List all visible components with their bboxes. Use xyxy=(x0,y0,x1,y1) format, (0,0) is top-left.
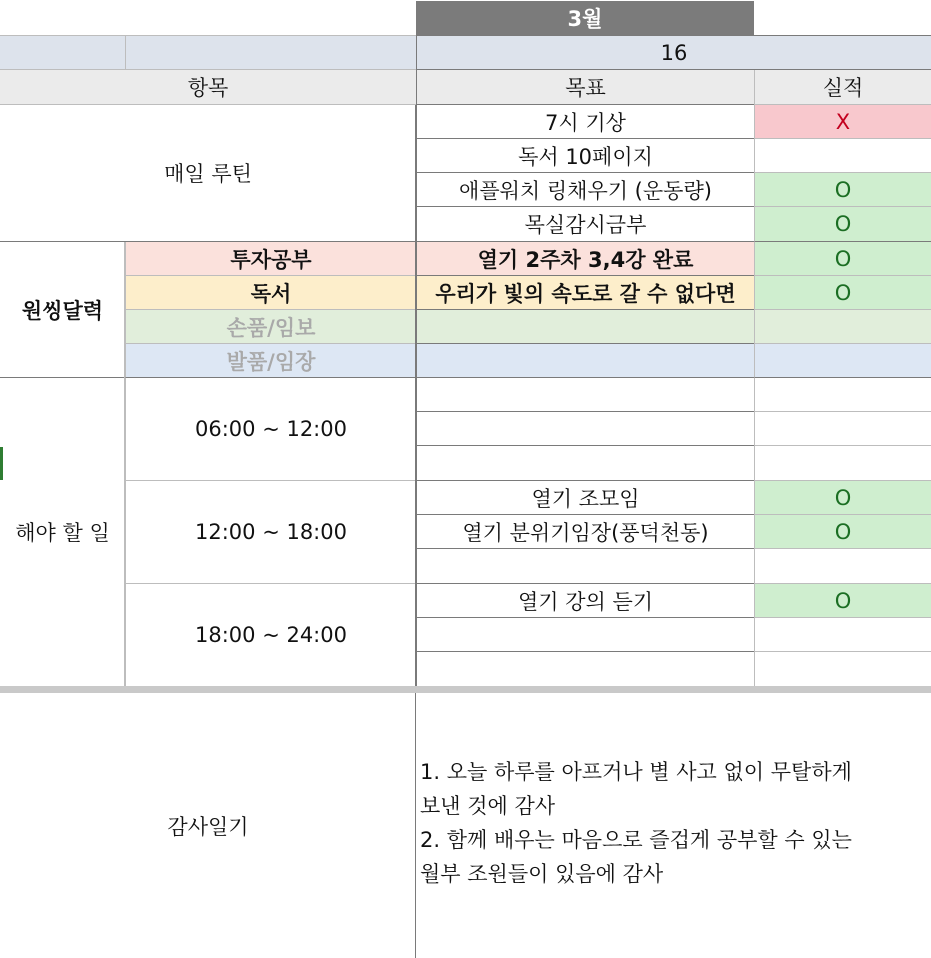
todo-goal[interactable] xyxy=(416,446,754,481)
section-label-daily-routine[interactable]: 매일 루틴 xyxy=(0,105,416,242)
section-label-gratitude[interactable]: 감사일기 xyxy=(167,814,249,839)
todo-result[interactable] xyxy=(754,378,931,412)
todo-goal[interactable] xyxy=(416,652,754,686)
one-thing-result[interactable]: O xyxy=(754,242,931,276)
todo-result[interactable]: O xyxy=(754,584,931,618)
todo-result[interactable] xyxy=(754,618,931,652)
todo-goal[interactable]: 열기 분위기임장(풍덕천동) xyxy=(416,515,754,549)
one-thing-category[interactable]: 손품/임보 xyxy=(125,310,416,344)
routine-goal[interactable]: 7시 기상 xyxy=(416,105,754,139)
routine-result[interactable]: X xyxy=(754,105,931,139)
gratitude-text[interactable]: 1. 오늘 하루를 아프거나 별 사고 없이 무탈하게 보낸 것에 감사 2. 함께 배우는 마음으로 즐겁게 공부할 수 있는 월부 조원들이 있음에 감사 xyxy=(420,760,852,886)
todo-goal[interactable] xyxy=(416,378,754,412)
todo-result[interactable]: O xyxy=(754,515,931,549)
time-slot-label[interactable]: 06:00 ~ 12:00 xyxy=(125,378,416,481)
gratitude-divider xyxy=(415,693,416,958)
todo-result[interactable]: O xyxy=(754,481,931,515)
month-header[interactable]: 3월 xyxy=(416,1,754,35)
todo-result[interactable] xyxy=(754,446,931,481)
todo-goal[interactable]: 열기 강의 듣기 xyxy=(416,584,754,618)
todo-goal[interactable]: 열기 조모임 xyxy=(416,481,754,515)
header-blank-cell[interactable] xyxy=(125,35,416,70)
todo-goal[interactable] xyxy=(416,549,754,584)
routine-result[interactable] xyxy=(754,139,931,173)
column-header-result[interactable]: 실적 xyxy=(754,70,931,105)
section-label-one-thing[interactable]: 원씽달력 xyxy=(0,242,125,378)
one-thing-result[interactable]: O xyxy=(754,276,931,310)
time-slot-label[interactable]: 12:00 ~ 18:00 xyxy=(125,481,416,584)
one-thing-goal[interactable] xyxy=(416,344,754,378)
one-thing-category[interactable]: 발품/임장 xyxy=(125,344,416,378)
section-label-todo[interactable]: 해야 할 일 xyxy=(15,521,110,545)
column-header-item[interactable]: 항목 xyxy=(0,70,416,105)
one-thing-goal[interactable]: 열기 2주차 3,4강 완료 xyxy=(416,242,754,276)
routine-result[interactable]: O xyxy=(754,173,931,207)
one-thing-category[interactable]: 투자공부 xyxy=(125,242,416,276)
header-blank-cell[interactable] xyxy=(0,35,125,70)
time-slot-label[interactable]: 18:00 ~ 24:00 xyxy=(125,584,416,686)
routine-goal[interactable]: 독서 10페이지 xyxy=(416,139,754,173)
routine-goal[interactable]: 애플워치 링채우기 (운동량) xyxy=(416,173,754,207)
todo-result[interactable] xyxy=(754,412,931,446)
day-header[interactable]: 16 xyxy=(416,35,931,70)
column-divider xyxy=(415,105,416,686)
one-thing-goal[interactable]: 우리가 빛의 속도로 갈 수 없다면 xyxy=(416,276,754,310)
one-thing-goal[interactable] xyxy=(416,310,754,344)
column-divider xyxy=(124,242,125,686)
section-divider xyxy=(0,686,931,693)
column-header-goal[interactable]: 목표 xyxy=(416,70,754,105)
one-thing-category[interactable]: 독서 xyxy=(125,276,416,310)
todo-result[interactable] xyxy=(754,549,931,584)
routine-result[interactable]: O xyxy=(754,207,931,242)
frozen-pane-marker xyxy=(0,447,3,480)
one-thing-result[interactable] xyxy=(754,344,931,378)
todo-goal[interactable] xyxy=(416,412,754,446)
routine-goal[interactable]: 목실감시금부 xyxy=(416,207,754,242)
todo-result[interactable] xyxy=(754,652,931,686)
one-thing-result[interactable] xyxy=(754,310,931,344)
todo-goal[interactable] xyxy=(416,618,754,652)
